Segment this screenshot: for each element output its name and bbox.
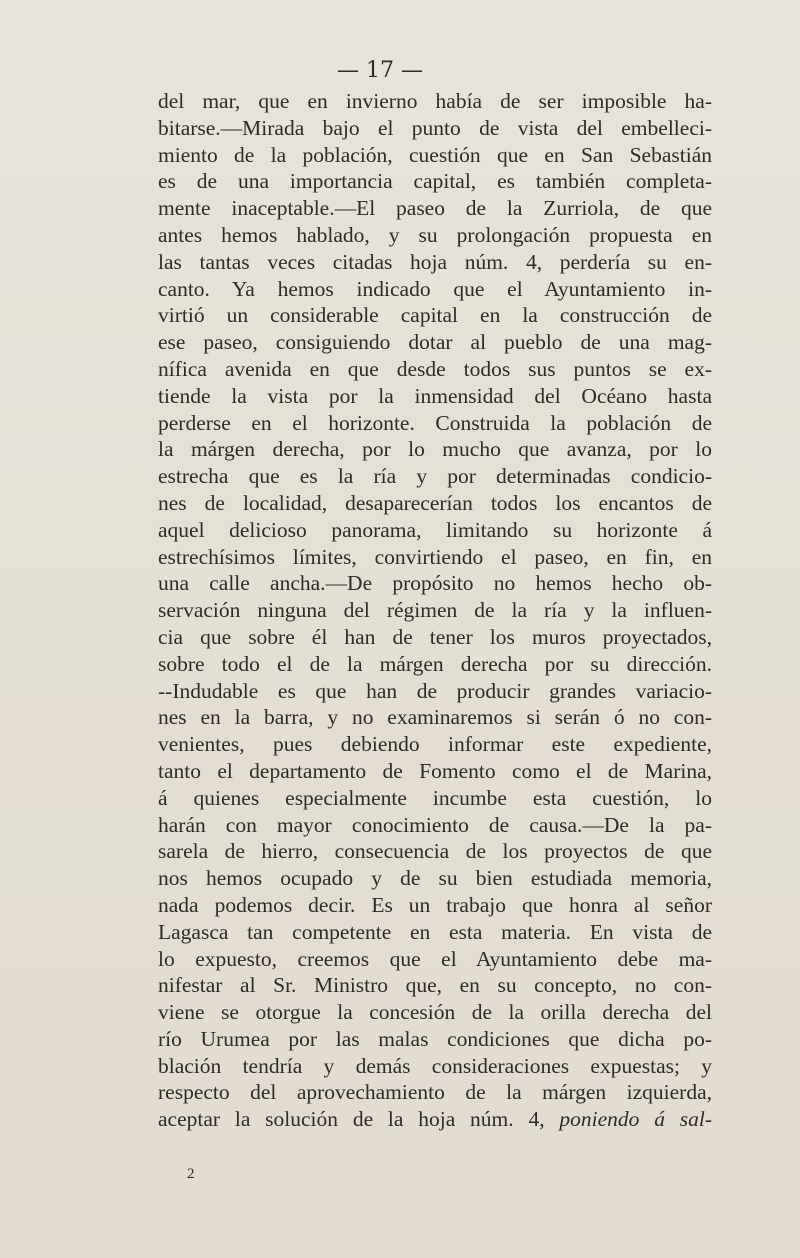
text-line: del mar, que en invierno había de ser imposible ha- [158,89,712,113]
text-line: blación tendría y demás consideraciones expuestas; y [158,1053,712,1078]
text-line: --Indudable es que han de producir grandes variacio- [158,678,712,703]
text-line: estrechísimos límites, convirtiendo el paseo, en fin, en [158,544,712,569]
text-line: las tantas veces citadas hoja núm. 4, perdería su en- [158,249,712,274]
text-line: tanto el departamento de Fomento como el de Marina, [158,758,712,783]
text-line: canto. Ya hemos indicado que el Ayuntamiento in- [158,276,712,301]
text-line: mente inaceptable.—El paseo de la Zurriola, de que [158,196,712,221]
text-line-final [158,1106,712,1133]
text-line: nifestar al Sr. Ministro que, en su concepto, no con- [158,973,712,998]
page-number: — 17 — [337,58,423,83]
text-line: aquel delicioso panorama, limitando su horizonte á [158,517,712,542]
final-line-italic: poniendo á sal- [559,1107,712,1132]
text-line: perderse en el horizonte. Construida la población de [158,410,712,435]
text-line: ese paseo, consiguiendo dotar al pueblo de una mag- [158,330,712,355]
text-line: respecto del aprovechamiento de la márgen izquierda, [158,1080,712,1105]
text-line: bitarse.—Mirada bajo el punto de vista del embelleci- [158,115,712,140]
text-line: antes hemos hablado, y su prolongación propuesta en [158,222,712,247]
text-line: una calle ancha.—De propósito no hemos hecho ob- [158,571,712,596]
text-line: sarela de hierro, consecuencia de los proyectos de que [158,839,712,864]
text-line: nífica avenida en que desde todos sus puntos se ex- [158,356,712,381]
text-line: venientes, pues debiendo informar este expediente, [158,732,712,757]
text-line: nada podemos decir. Es un trabajo que honra al señor [158,892,712,917]
text-line: lo expuesto, creemos que el Ayuntamiento debe ma- [158,946,712,971]
text-line: miento de la población, cuestión que en San Sebastián [158,142,712,167]
text-line: Lagasca tan competente en esta materia. En vista de [158,919,712,944]
text-line: río Urumea por las malas condiciones que dicha po- [158,1026,712,1051]
text-line: á quienes especialmente incumbe esta cuestión, lo [158,785,712,810]
text-line: cia que sobre él han de tener los muros proyectados, [158,624,712,649]
text-line: estrecha que es la ría y por determinadas condicio- [158,464,712,489]
text-line: sobre todo el de la márgen derecha por su dirección. [158,651,712,676]
text-line: servación ninguna del régimen de la ría y la influen- [158,598,712,623]
body-text [158,88,712,1133]
text-line: la márgen derecha, por lo mucho que avanza, por lo [158,437,712,462]
text-line: virtió un considerable capital en la construcción de [158,303,712,328]
signature-mark: 2 [187,1166,195,1182]
text-line: tiende la vista por la inmensidad del Océano hasta [158,383,712,408]
text-line: nes en la barra, y no examinaremos si serán ó no con- [158,705,712,730]
text-line: harán con mayor conocimiento de causa.—De la pa- [158,812,712,837]
text-line: viene se otorgue la concesión de la orilla derecha del [158,1000,712,1025]
final-line-roman: aceptar la solución de la hoja núm. 4, [158,1107,560,1132]
text-line: nos hemos ocupado y de su bien estudiada memoria, [158,866,712,891]
text-line: nes de localidad, desaparecerían todos los encantos de [158,490,712,515]
text-line: es de una importancia capital, es también completa- [158,169,712,194]
